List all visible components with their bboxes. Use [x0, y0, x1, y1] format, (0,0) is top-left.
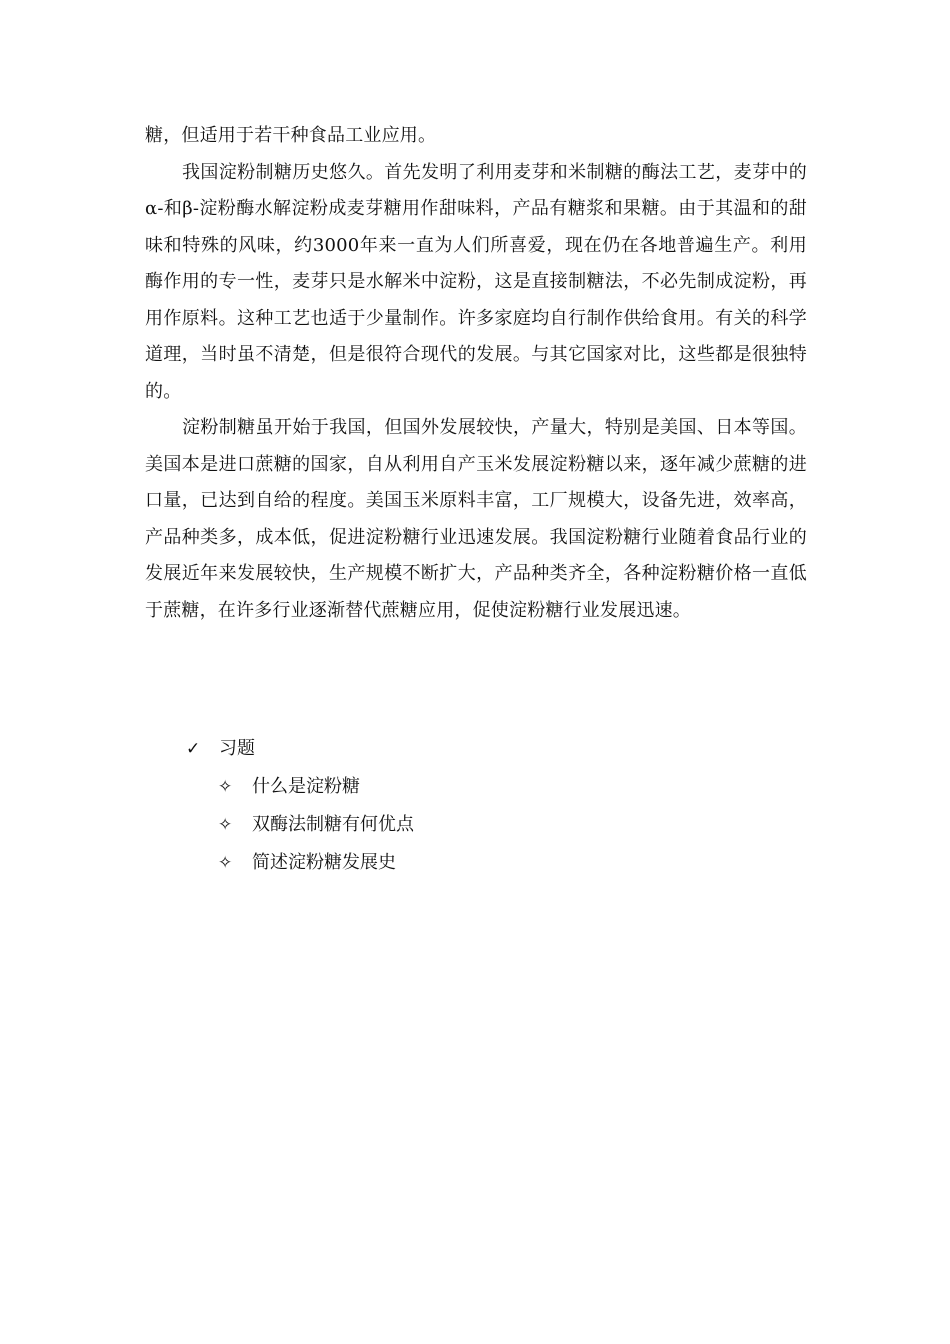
- four-point-star-icon: ✧: [218, 853, 233, 873]
- four-point-star-icon: ✧: [218, 777, 233, 797]
- exercise-item: [186, 806, 686, 844]
- exercises-heading: [186, 730, 686, 768]
- exercise-item: [186, 844, 686, 882]
- exercise-item: [186, 768, 686, 806]
- exercises-section: [186, 730, 686, 882]
- checkmark-icon: ✓: [186, 739, 201, 759]
- exercise-question: 什么是淀粉糖: [252, 776, 360, 797]
- four-point-star-icon: ✧: [218, 815, 233, 835]
- exercise-question: 双酶法制糖有何优点: [252, 814, 414, 835]
- paragraph-continuation: 糖，但适用于若干种食品工业应用。: [145, 125, 437, 146]
- exercise-question: 简述淀粉糖发展史: [252, 852, 396, 873]
- exercises-title: 习题: [219, 738, 255, 759]
- paragraph-history: 我国淀粉制糖历史悠久。首先发明了利用麦芽和米制糖的酶法工艺，麦芽中的α-和β-淀粉酶水解淀粉成麦芽糖用作甜味料，产品有糖浆和果糖。由于其温和的甜味和特殊的风味，约3000年来一直为人们所喜爱，现在仍在各地普遍生产。利用酶作用的专一性，麦芽只是水解米中淀粉，这是直接制糖法，不必先制成淀粉，再用作原料。这种工艺也适于少量制作。许多家庭均自行制作供给食用。有关的科学道理，当时虽不清楚，但是很符合现代的发展。与其它国家对比，这些都是很独特的。: [145, 161, 807, 402]
- body-text: [145, 118, 807, 629]
- paragraph-development: 淀粉制糖虽开始于我国，但国外发展较快，产量大，特别是美国、日本等国。美国本是进口蔗糖的国家，自从利用自产玉米发展淀粉糖以来，逐年减少蔗糖的进口量，已达到自给的程度。美国玉米原料丰富，工厂规模大，设备先进，效率高，产品种类多，成本低，促进淀粉糖行业迅速发展。我国淀粉糖行业随着食品行业的发展近年来发展较快，生产规模不断扩大，产品种类齐全，各种淀粉糖价格一直低于蔗糖，在许多行业逐渐替代蔗糖应用，促使淀粉糖行业发展迅速。: [145, 417, 807, 621]
